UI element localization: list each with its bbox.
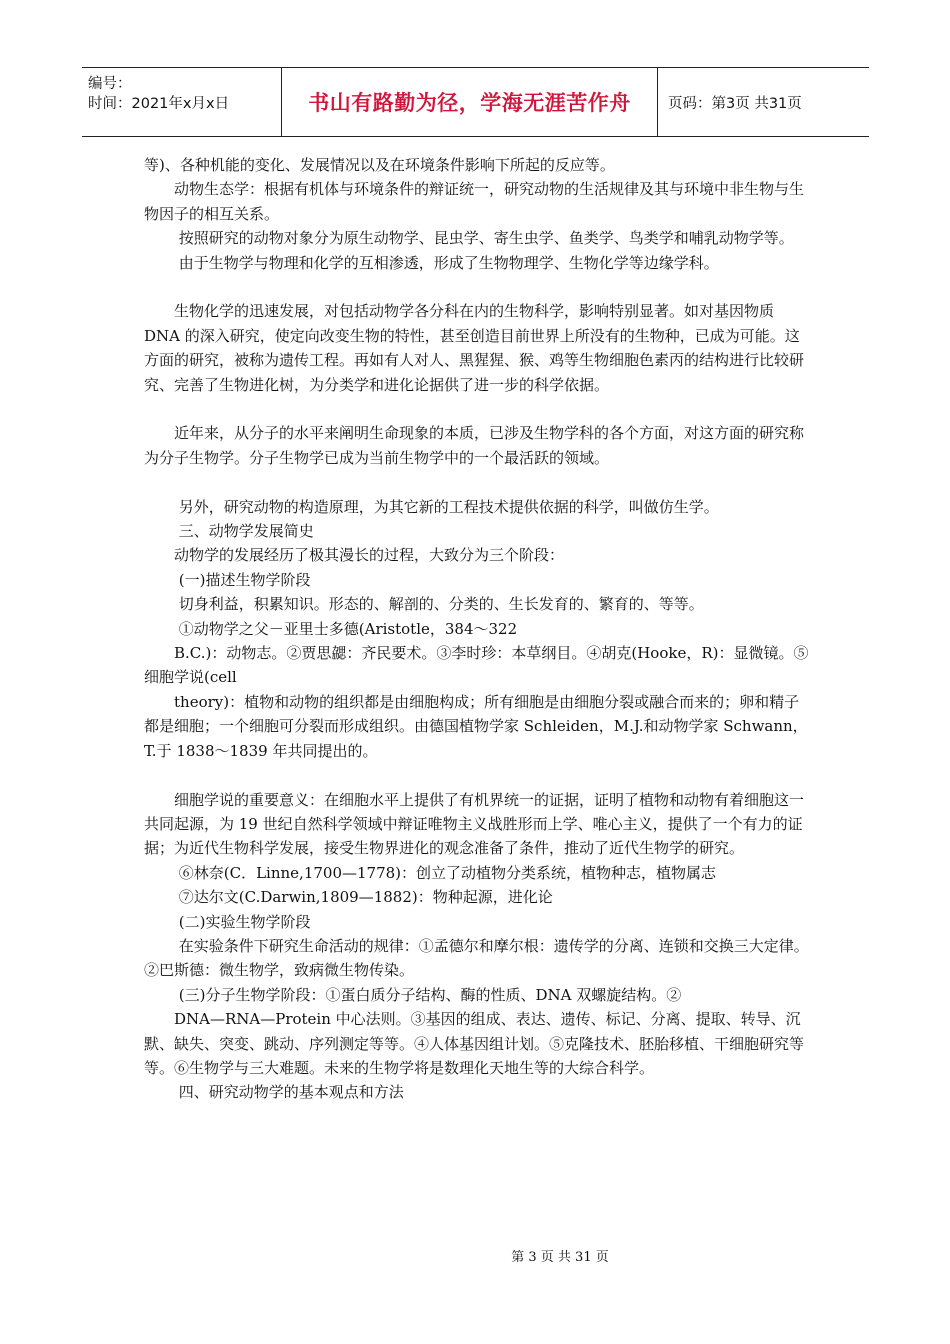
paragraph: 近年来，从分子的水平来阐明生命现象的本质，已涉及生物学科的各个方面，对这方面的研究称为分子生物学。分子生物学已成为当前生物学中的一个最活跃的领域。 <box>144 424 805 467</box>
paragraph: B.C.)：动物志。②贾思勰：齐民要术。③李时珍：本草纲目。④胡克(Hooke，R)：显微镜。⑤细胞学说(cell <box>144 644 809 687</box>
header-motto: 书山有路勤为径，学海无涯苦作舟 <box>282 68 658 136</box>
paragraph: 动物生态学：根据有机体与环境条件的辩证统一，研究动物的生活规律及其与环境中非生物与生物因子的相互关系。 <box>144 180 805 223</box>
blank-line <box>144 397 809 421</box>
blank-line <box>144 470 809 494</box>
page-header <box>82 67 869 137</box>
subsection-heading: (二)实验生物学阶段 <box>144 912 311 931</box>
paragraph: 细胞学说的重要意义：在细胞水平上提供了有机界统一的证据，证明了植物和动物有着细胞这一共同起源，为 19 世纪自然科学领域中辩证唯物主义战胜形而上学、唯心主义，提供了一个有力的证据；为近代生物科学发展，接受生物界进化的观念准备了条件，推动了近代生物学的研究。 <box>144 790 805 858</box>
blank-line <box>144 275 809 299</box>
doc-time-label: 时间：2021年x月x日 <box>88 96 230 112</box>
blank-line <box>144 763 809 787</box>
paragraph: theory)：植物和动物的组织都是由细胞构成；所有细胞是由细胞分裂或融合而来的；卵和精子都是细胞；一个细胞可分裂而形成组织。由德国植物学家 Schleiden，M.J.和动物学家 Schwann，T.于 1838～1839 年共同提出的。 <box>144 692 808 760</box>
doc-number-label: 编号： <box>88 76 132 92</box>
paragraph: 按照研究的动物对象分为原生动物学、昆虫学、寄生虫学、鱼类学、鸟类学和哺乳动物学等。 <box>144 229 794 248</box>
paragraph: ①动物学之父－亚里士多德(Aristotle，384～322 <box>144 619 518 638</box>
section-heading: 三、动物学发展简史 <box>144 522 314 541</box>
section-heading: 四、研究动物学的基本观点和方法 <box>144 1083 404 1102</box>
paragraph: 在实验条件下研究生命活动的规律：①孟德尔和摩尔根：遗传学的分离、连锁和交换三大定律。②巴斯德：微生物学，致病微生物传染。 <box>144 936 809 980</box>
paragraph: 动物学的发展经历了极其漫长的过程，大致分为三个阶段： <box>144 546 565 565</box>
subsection-heading: (一)描述生物学阶段 <box>144 570 311 589</box>
paragraph: (三)分子生物学阶段：①蛋白质分子结构、酶的性质、DNA 双螺旋结构。② <box>144 985 682 1004</box>
paragraph: 生物化学的迅速发展，对包括动物学各分科在内的生物科学，影响特别显著。如对基因物质 DNA 的深入研究，使定向改变生物的特性，甚至创造目前世界上所没有的生物种，已成为可能。这方面的研究，被称为遗传工程。再如有人对人、黑猩猩、猴、鸡等生物细胞色素丙的结构进行比较研究、完善了生物进化树，为分类学和进化论据供了进一步的科学依据。 <box>144 302 805 394</box>
header-info-cell <box>82 68 282 136</box>
document-body <box>144 153 809 1105</box>
page-footer: 第 3 页 共 31 页 <box>511 1250 609 1265</box>
paragraph: ⑦达尔文(C.Darwin,1809—1882)：物种起源，进化论 <box>144 888 553 907</box>
paragraph: 由于生物学与物理和化学的互相渗透，形成了生物物理学、生物化学等边缘学科。 <box>144 253 719 272</box>
paragraph: 另外，研究动物的构造原理，为其它新的工程技术提供依据的科学，叫做仿生学。 <box>144 497 719 516</box>
paragraph: 切身利益，积累知识。形态的、解剖的、分类的、生长发育的、繁育的、等等。 <box>144 595 704 614</box>
paragraph: ⑥林奈(C．Linne,1700—1778)：创立了动植物分类系统，植物种志，植物属志 <box>144 863 717 882</box>
paragraph: DNA—RNA—Protein 中心法则。③基因的组成、表达、遗传、标记、分离、提取、转导、沉默、缺失、突变、跳动、序列测定等等。④人体基因组计划。⑤克隆技术、胚胎移植、干细胞研究等等。⑥生物学与三大难题。未来的生物学将是数理化天地生等的大综合科学。 <box>144 1010 805 1077</box>
paragraph: 等)、各种机能的变化、发展情况以及在环境条件影响下所起的反应等。 <box>144 156 615 174</box>
header-page-label: 页码：第3页 共31页 <box>668 95 802 112</box>
